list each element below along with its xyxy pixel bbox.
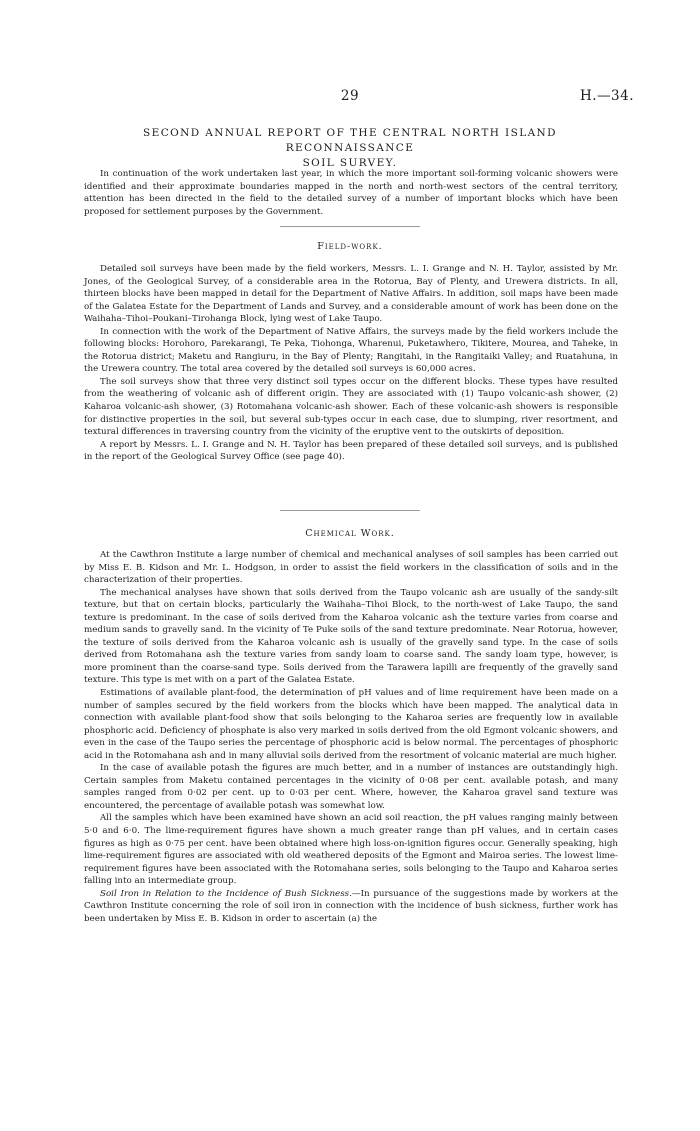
soil-iron-paragraph — [84, 888, 618, 926]
field-work-paragraph: The soil surveys show that three very distinct soil types occur on the different blocks. These types have resulted from the weathering of volcanic ash of different origin. They are associated with (1) Taupo volcanic-ash shower, (2) Kaharoa volcanic-ash shower, (3) Rotomahana volcanic-ash shower. Each of these volcanic-ash showers is responsible for distinctive properties in the soil, but several sub-types occur in each case, due to slumping, river resortment, and textural differences in traversing country from the vicinity of the eruptive vent to the outskirts of deposition. — [84, 376, 618, 438]
field-work-heading: Field-work. — [317, 241, 383, 252]
field-work-section — [84, 263, 618, 464]
field-work-paragraph: In connection with the work of the Department of Native Affairs, the surveys made by the field workers include the following blocks: Horohoro, Parekarangi, Te Peka, Tiohonga, Wharenui, Puketawhero, Tikitere, Mourea, and Taheke, in the Rotorua district; Maketu and Rangiuru, in the Bay of Plenty; Rangitahi, in the Rangitaiki Valley; and Ruatahuna, in the Urewera country. The total area covered by the detailed soil surveys is 60,000 acres. — [84, 326, 618, 375]
report-title-line-2: SOIL SURVEY. — [302, 157, 398, 169]
chemical-work-paragraph: Estimations of available plant-food, the determination of pH values and of lime requirement have been made on a number of samples secured by the field workers from the blocks which have been mapped. The analytical data in connection with available plant-food show that soils belonging to the Kaharoa series are frequently low in available phosphoric acid. Deficiency of phosphate is also very marked in soils derived from the old Egmont volcanic showers, and even in the case of the Taupo series the percentage of phosphoric acid is below normal. The percentages of phosphoric acid in the Rotomahana ash and in many alluvial soils derived from the resortment of volcanic material are much higher. — [84, 688, 618, 761]
soil-iron-text: —In pursuance of the suggestions made by workers at the Cawthron Institute concerning the role of soil iron in connection with the incidence of bush sickness, further work has been undertaken by Miss E. B. Kidson in order to ascertain (a) the — [84, 888, 618, 924]
field-work-paragraph: A report by Messrs. L. I. Grange and N. H. Taylor has been prepared of these detailed soil surveys, and is published in the report of the Geological Survey Office (see page 40). — [84, 439, 618, 463]
chemical-work-section — [84, 549, 618, 925]
intro-paragraph: In continuation of the work undertaken last year, in which the more important soil-forming volcanic showers were identified and their approximate boundaries mapped in the north and north-west sectors of the central territory, attention has been directed in the field to the detailed survey of a number of important blocks which have been proposed for settlement purposes by the Government. — [84, 169, 618, 217]
intro-section — [84, 168, 618, 218]
document-reference: H.—34. — [579, 88, 634, 104]
chemical-work-heading: Chemical Work. — [305, 528, 395, 539]
chemical-work-paragraph: All the samples which have been examined have shown an acid soil reaction, the pH values ranging mainly between 5·0 and 6·0. The lime-requirement figures have shown a much greater range than pH values, and in certain cases figures as high as 0·75 per cent. have been obtained where high loss-on-ignition figures occur. Generally speaking, high lime-requirement figures are associated with old weathered deposits of the Egmont and Mairoa series. The lowest lime-requirement figures have been associated with the Rotomahana series, soils belonging to the Taupo and Kaharoa series falling into an intermediate group. — [84, 813, 618, 887]
field-work-paragraph: Detailed soil surveys have been made by the field workers, Messrs. L. I. Grange and N. H. Taylor, assisted by Mr. Jones, of the Geological Survey, of a considerable area in the Rotorua, Bay of Plenty, and Urewera districts. In all, thirteen blocks have been mapped in detail for the Department of Native Affairs. In addition, soil maps have been made of the Galatea Estate for the Department of Lands and Survey, and a considerable amount of work has been done on the Waihaha–Tihoi–Poukani–Tirohanga Block, lying west of Lake Taupo. — [84, 264, 618, 325]
chemical-work-paragraph: At the Cawthron Institute a large number of chemical and mechanical analyses of soil samples has been carried out by Miss E. B. Kidson and Mr. L. Hodgson, in order to assist the field workers in the classification of soils and in the characterization of their properties. — [84, 550, 618, 586]
chemical-work-paragraph: In the case of available potash the figures are much better, and in a number of instances are outstandingly high. Certain samples from Maketu contained percentages in the vicinity of 0·08 per cent. available potash, and many samples ranged from 0·02 per cent. up to 0·03 per cent. Where, however, the Kaharoa gravel sand texture was encountered, the percentage of available potash was somewhat low. — [84, 763, 618, 811]
soil-iron-subheading: Soil Iron in Relation to the Incidence of Bush Sickness. — [100, 888, 352, 899]
report-title-line-1: SECOND ANNUAL REPORT OF THE CENTRAL NORTH ISLAND RECONNAISSANCE — [143, 127, 557, 154]
chemical-work-paragraph: The mechanical analyses have shown that soils derived from the Taupo volcanic ash are usually of the sandy-silt texture, but that on certain blocks, particularly the Waihaha–Tihoi Block, to the north-west of Lake Taupo, the sand texture is predominant. In the case of soils derived from the Kaharoa volcanic ash the texture varies from coarse and medium sands to gravelly sand. In the vicinity of Te Puke soils of the sand texture predominate. Near Rotorua, however, the texture of soils derived from the Kaharoa volcanic ash is usually of the gravelly sand type. In the case of soils derived from Rotomahana ash the texture varies from sandy loam to coarse sand. The sandy loam type, however, is more prominent than the coarse-sand type. Soils derived from the Tarawera lapilli are frequently of the gravelly sand texture. This type is met with on a part of the Galatea Estate. — [84, 587, 618, 686]
page-number: 29 — [340, 88, 360, 104]
report-title — [80, 126, 620, 171]
section-divider — [280, 226, 420, 227]
section-divider — [280, 510, 420, 511]
